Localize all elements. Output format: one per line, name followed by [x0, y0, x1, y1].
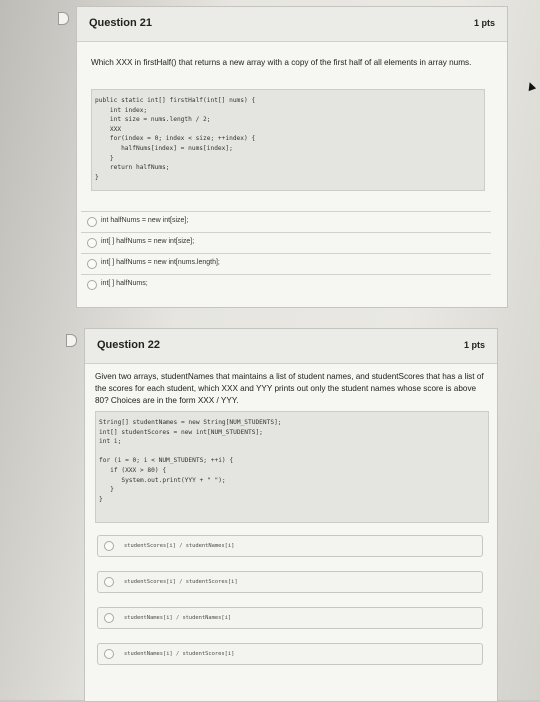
answer-yyy: studentNames[i]: [185, 543, 235, 549]
answer-separator: /: [175, 615, 180, 621]
answer-option[interactable]: [81, 274, 491, 295]
answer-option[interactable]: [97, 535, 483, 557]
radio-button[interactable]: [87, 280, 97, 290]
answer-label: int[ ] halfNums = new int[size];: [101, 238, 195, 245]
answer-label: int[ ] halfNums;: [101, 280, 148, 287]
answer-yyy: studentScores[i]: [182, 651, 235, 657]
answer-label: [124, 579, 238, 585]
question-header: [85, 329, 497, 364]
answer-option[interactable]: [97, 571, 483, 593]
radio-button[interactable]: [104, 649, 114, 659]
answer-option[interactable]: [97, 643, 483, 665]
question-21-card: [76, 6, 508, 308]
answer-xxx: studentNames[i]: [124, 651, 173, 657]
radio-button[interactable]: [87, 259, 97, 269]
flag-question-icon[interactable]: [58, 12, 69, 25]
question-prompt: Given two arrays, studentNames that maintains a list of student names, and studentScores that has a list of the scores for each student, which XXX and YYY prints out only the student names whose score is above 80? Choices are in the form XXX / YYY.: [95, 372, 484, 405]
answer-separator: /: [175, 651, 180, 657]
answer-xxx: studentScores[i]: [124, 543, 176, 549]
flag-question-icon[interactable]: [66, 334, 77, 347]
radio-button[interactable]: [87, 217, 97, 227]
radio-button[interactable]: [87, 238, 97, 248]
radio-button[interactable]: [104, 541, 114, 551]
question-points: 1 pts: [463, 340, 485, 350]
answer-option[interactable]: [81, 211, 491, 232]
question-points: 1 pts: [473, 18, 495, 28]
question-22-card: [84, 328, 498, 702]
answer-xxx: studentNames[i]: [124, 615, 173, 621]
answer-label: [124, 651, 234, 657]
mouse-cursor-icon: [526, 81, 536, 91]
answer-yyy: studentNames[i]: [182, 615, 232, 621]
answer-option[interactable]: [81, 232, 491, 253]
question-header: [77, 7, 507, 42]
answer-yyy: studentScores[i]: [185, 579, 238, 585]
answer-label: int halfNums = new int[size];: [101, 217, 189, 224]
radio-button[interactable]: [104, 613, 114, 623]
answer-option[interactable]: [81, 253, 491, 274]
answer-label: [124, 543, 234, 549]
code-text: public static int[] firstHalf(int[] nums) { int index; int size = nums.length / 2; XXX for(index = 0; index < size; ++index) { halfNums[index] = nums[index]; } return halfNums; }: [95, 97, 256, 181]
answer-label: [124, 615, 231, 621]
answer-option[interactable]: [97, 607, 483, 629]
question-title: Question 22: [97, 339, 160, 351]
question-title: Question 21: [89, 17, 152, 29]
answer-xxx: studentScores[i]: [124, 579, 176, 585]
question-prompt: Which XXX in firstHalf() that returns a new array with a copy of the first half of all elements in array nums.: [91, 58, 472, 67]
answer-label: int[ ] halfNums = new int[nums.length];: [101, 259, 220, 266]
answer-separator: /: [179, 579, 183, 585]
code-text: String[] studentNames = new String[NUM_STUDENTS]; int[] studentScores = new int[NUM_STUDENTS]; int i; for (i = 0; i < NUM_STUDENTS; ++i) { if (XXX > 80) { System.out.print(YYY + " "); } }: [99, 419, 282, 503]
radio-button[interactable]: [104, 577, 114, 587]
answer-separator: /: [179, 543, 183, 549]
